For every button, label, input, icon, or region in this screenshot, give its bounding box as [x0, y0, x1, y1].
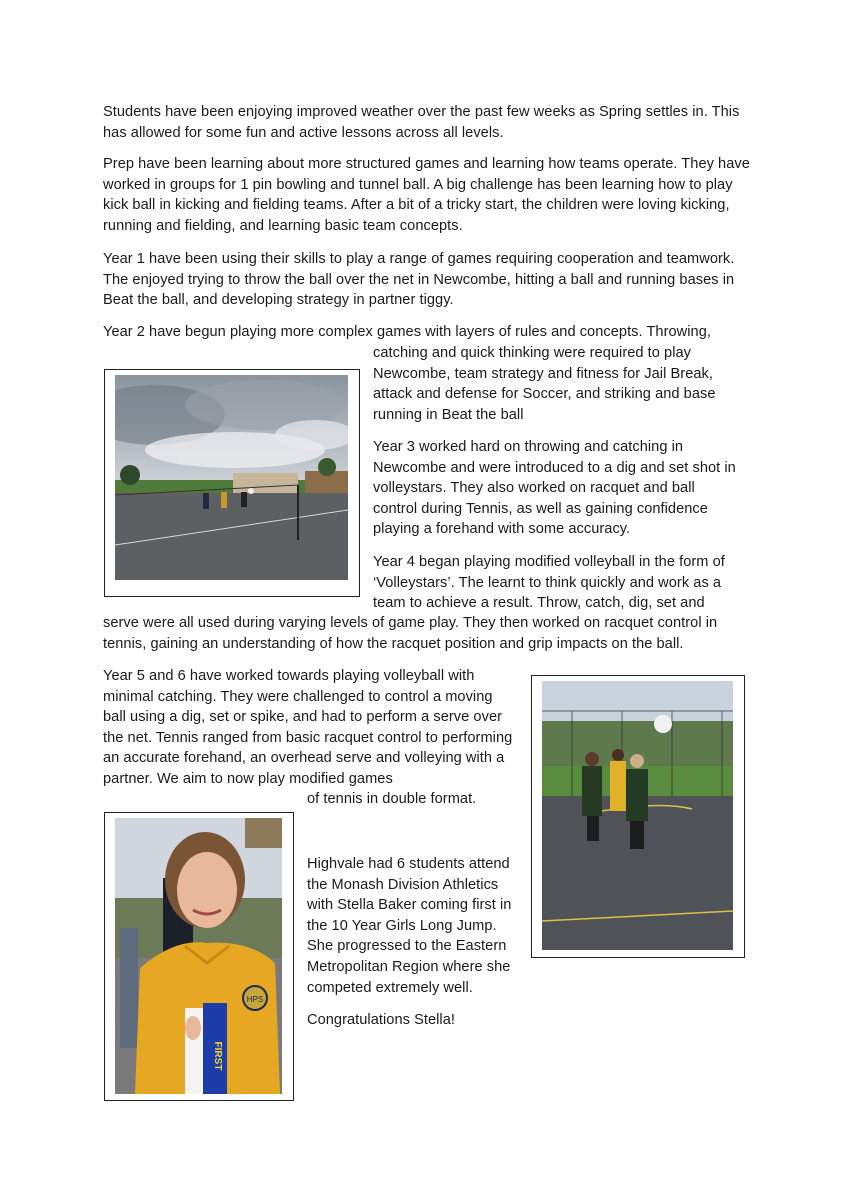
newcombe-photo [115, 375, 348, 580]
stella-photo [115, 818, 282, 1094]
athletics-paragraph: Highvale had 6 students attend the Monash Division Athletics with Stella Baker coming first in the 10 Year Girls Long Jump. She progressed to the Eastern Metropolitan Region where she competed extremely well. [307, 856, 512, 996]
year2-paragraph-rest: catching and quick thinking were required to play Newcombe, team strategy and fitness for Jail Break, attack and defense for Soccer, and striking and base running in Beat the ball [373, 345, 716, 423]
year4-paragraph-wide: serve were all used during varying levels of game play. They then worked on racquet control in tennis, gaining an understanding of how the racquet position and grip impacts on the ball. [103, 615, 718, 652]
volleyball-photo [542, 681, 733, 950]
congrats-text: Congratulations Stella! [307, 1012, 455, 1028]
ribbon-text: FIRST [212, 1041, 223, 1071]
year3-paragraph: Year 3 worked hard on throwing and catching in Newcombe and were introduced to a dig and set shot in volleystars. They also worked on racquet and ball control during Tennis, as well as gaining confidence playing a forehand with some accuracy. [373, 439, 736, 538]
intro-paragraph: Students have been enjoying improved weather over the past few weeks as Spring settles in. This has allowed for some fun and active lessons across all levels. [103, 104, 740, 141]
year56-paragraph-tail: of tennis in double format. [307, 791, 477, 807]
year1-paragraph: Year 1 have been using their skills to play a range of games requiring cooperation and teamwork. The enjoyed trying to throw the ball over the net in Newcombe, hitting a ball and running bases in Beat the ball, and developing strategy in partner tiggy. [103, 251, 735, 309]
year2-paragraph-lead: Year 2 have begun playing more complex games with layers of rules and concepts. Throwing, [103, 324, 711, 340]
svg-text:HPS: HPS [246, 995, 264, 1004]
year56-paragraph: Year 5 and 6 have worked towards playing volleyball with minimal catching. They were challenged to control a moving ball using a dig, set or spike, and had to perform a serve over the net. Tennis ranged from basic racquet control to performing an accurate forehand, an overhead serve and volleying with a partner. We aim to now play modified games [103, 668, 513, 787]
prep-paragraph: Prep have been learning about more structured games and learning how teams operate. They have worked in groups for 1 pin bowling and tunnel ball. A big challenge has been learning how to play kick ball in kicking and fielding teams. After a bit of a tricky start, the children were loving kicking, running and fielding, and learning basic team concepts. [103, 156, 750, 234]
year4-paragraph-narrow: Year 4 began playing modified volleyball in the form of ‘Volleystars’. The learnt to think quickly and work as a team to achieve a result. Throw, catch, dig, set and [373, 554, 725, 612]
